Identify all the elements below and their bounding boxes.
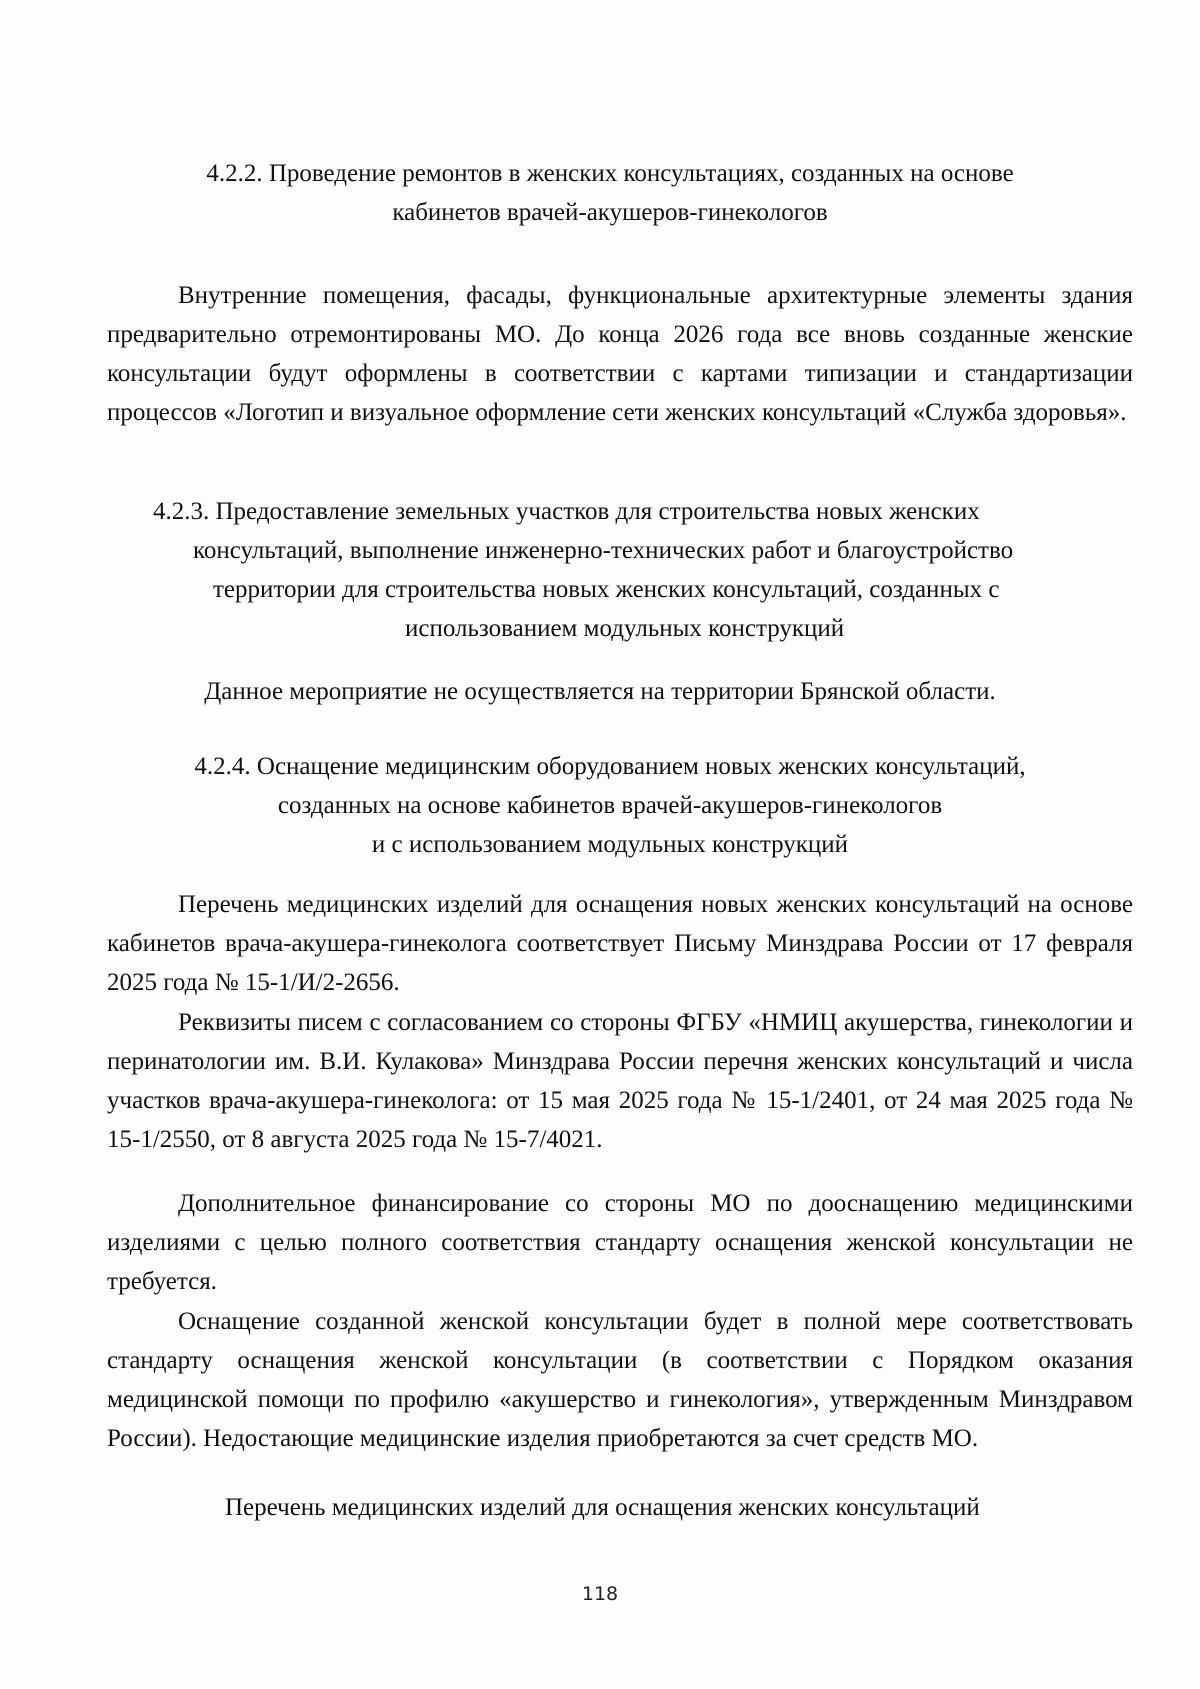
page-number: 118: [581, 1583, 619, 1605]
section-424-heading-line2: созданных на основе кабинетов врачей-акушеров-гинекологов: [277, 792, 943, 819]
section-423-heading-line3: территории для строительства новых женских консультаций, созданных с: [213, 576, 1000, 603]
section-423-heading-line2: консультаций, выполнение инженерно-технических работ и благоустройство: [193, 537, 1014, 564]
section-423-heading-line1: 4.2.3. Предоставление земельных участков для строительства новых женских: [153, 498, 980, 525]
section-422-heading-line1: 4.2.2. Проведение ремонтов в женских консультациях, созданных на основе: [206, 160, 1014, 187]
section-424-heading: [140, 747, 1080, 864]
section-423-heading-line4: использованием модульных конструкций: [405, 615, 845, 642]
section-422-heading: [140, 154, 1080, 232]
section-424-paragraph-4: Оснащение созданной женской консультации будет в полной мере соответствовать стандарту оснащения женской консультации (в соответствии с Порядком оказания медицинской помощи по профилю «акушерство и гинекология», утвержденным Минздравом России). Недостающие медицинские изделия приобретаются за счет средств МО.: [107, 1308, 1133, 1452]
section-423-heading: [0, 492, 1200, 648]
section-424-paragraph-1: Перечень медицинских изделий для оснащения новых женских консультаций на основе кабинетов врача-акушера-гинеколога соответствует Письму Минздрава России от 17 февраля 2025 года № 15-1/И/2-2656.: [107, 891, 1133, 996]
section-424-paragraph-3: Дополнительное финансирование со стороны МО по дооснащению медицинскими изделиями с целью полного соответствия стандарту оснащения женской консультации не требуется.: [107, 1190, 1133, 1295]
section-424-list-title: Перечень медицинских изделий для оснащения женских консультаций: [225, 1494, 980, 1521]
section-422-paragraph: Внутренние помещения, фасады, функциональные архитектурные элементы здания предварительно отремонтированы МО. До конца 2026 года все вновь созданные женские консультации будут оформлены в соответствии с картами типизации и стандартизации процессов «Логотип и визуальное оформление сети женских консультаций «Служба здоровья».: [107, 282, 1133, 426]
section-424-heading-line1: 4.2.4. Оснащение медицинским оборудованием новых женских консультаций,: [194, 753, 1026, 780]
section-423-paragraph: Данное мероприятие не осуществляется на территории Брянской области.: [204, 678, 996, 705]
section-424-heading-line3: и с использованием модульных конструкций: [371, 831, 849, 858]
section-422-heading-line2: кабинетов врачей-акушеров-гинекологов: [392, 199, 828, 226]
section-424-paragraph-2: Реквизиты писем с согласованием со стороны ФГБУ «НМИЦ акушерства, гинекологии и перинатологии им. В.И. Кулакова» Минздрава России перечня женских консультаций и числа участков врача-акушера-гинеколога: от 15 мая 2025 года № 15-1/2401, от 24 мая 2025 года № 15-1/2550, от 8 августа 2025 года № 15-7/4021.: [107, 1009, 1133, 1153]
